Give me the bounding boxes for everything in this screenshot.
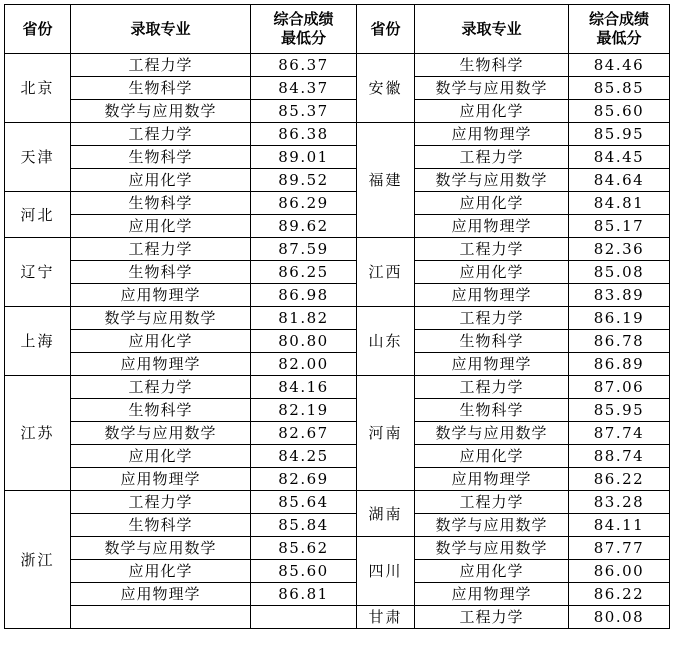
province-cell-right: 四川 [357, 537, 415, 606]
score-cell-right: 85.85 [569, 77, 670, 100]
major-cell-left: 生物科学 [71, 399, 251, 422]
table-row [5, 146, 670, 169]
table-row [5, 330, 670, 353]
score-cell-left: 82.67 [251, 422, 357, 445]
major-cell-right: 生物科学 [415, 330, 569, 353]
score-cell-right: 84.46 [569, 54, 670, 77]
major-cell-left: 数学与应用数学 [71, 537, 251, 560]
score-cell-left: 82.19 [251, 399, 357, 422]
admission-score-table [4, 4, 670, 629]
score-cell-right: 86.22 [569, 583, 670, 606]
major-cell-right: 数学与应用数学 [415, 422, 569, 445]
score-cell-right: 85.95 [569, 123, 670, 146]
province-cell-left: 北京 [5, 54, 71, 123]
major-cell-left: 应用物理学 [71, 583, 251, 606]
table-row [5, 537, 670, 560]
score-cell-left: 84.16 [251, 376, 357, 399]
major-cell-right: 数学与应用数学 [415, 537, 569, 560]
major-cell-left: 工程力学 [71, 54, 251, 77]
major-cell-right: 工程力学 [415, 307, 569, 330]
score-cell-right: 86.00 [569, 560, 670, 583]
major-cell-left: 应用化学 [71, 560, 251, 583]
table-row [5, 514, 670, 537]
score-cell-left [251, 606, 357, 629]
table-row [5, 54, 670, 77]
major-cell-left: 应用化学 [71, 215, 251, 238]
province-cell-right: 湖南 [357, 491, 415, 537]
major-cell-left: 生物科学 [71, 192, 251, 215]
major-cell-right: 工程力学 [415, 606, 569, 629]
score-cell-right: 88.74 [569, 445, 670, 468]
province-cell-left: 辽宁 [5, 238, 71, 307]
score-cell-right: 84.81 [569, 192, 670, 215]
major-cell-right: 应用化学 [415, 261, 569, 284]
major-cell-left: 工程力学 [71, 376, 251, 399]
header-province-left: 省份 [5, 5, 71, 54]
major-cell-right: 生物科学 [415, 399, 569, 422]
score-cell-right: 86.22 [569, 468, 670, 491]
major-cell-right: 应用化学 [415, 100, 569, 123]
score-cell-right: 86.89 [569, 353, 670, 376]
table-row [5, 468, 670, 491]
score-cell-left: 86.29 [251, 192, 357, 215]
major-cell-right: 应用物理学 [415, 284, 569, 307]
header-province-right: 省份 [357, 5, 415, 54]
province-cell-left: 江苏 [5, 376, 71, 491]
table-row [5, 77, 670, 100]
province-cell-left: 浙江 [5, 491, 71, 629]
major-cell-left: 应用化学 [71, 445, 251, 468]
score-cell-left: 86.81 [251, 583, 357, 606]
table-row [5, 491, 670, 514]
province-cell-right: 河南 [357, 376, 415, 491]
major-cell-left: 数学与应用数学 [71, 422, 251, 445]
score-cell-left: 80.80 [251, 330, 357, 353]
score-cell-left: 84.37 [251, 77, 357, 100]
score-cell-right: 87.06 [569, 376, 670, 399]
header-major-left: 录取专业 [71, 5, 251, 54]
major-cell-left [71, 606, 251, 629]
score-cell-left: 89.01 [251, 146, 357, 169]
major-cell-left: 生物科学 [71, 146, 251, 169]
major-cell-right: 应用化学 [415, 192, 569, 215]
table-row [5, 192, 670, 215]
score-cell-right: 84.11 [569, 514, 670, 537]
score-cell-right: 87.74 [569, 422, 670, 445]
header-row [5, 5, 670, 54]
major-cell-left: 应用化学 [71, 169, 251, 192]
score-cell-right: 85.08 [569, 261, 670, 284]
score-cell-left: 85.64 [251, 491, 357, 514]
table-row [5, 307, 670, 330]
major-cell-right: 应用化学 [415, 560, 569, 583]
table-row [5, 606, 670, 629]
major-cell-right: 工程力学 [415, 146, 569, 169]
table-row [5, 100, 670, 123]
score-cell-right: 85.95 [569, 399, 670, 422]
major-cell-left: 生物科学 [71, 514, 251, 537]
major-cell-left: 工程力学 [71, 238, 251, 261]
major-cell-right: 应用物理学 [415, 123, 569, 146]
score-cell-left: 82.69 [251, 468, 357, 491]
major-cell-left: 应用物理学 [71, 468, 251, 491]
score-cell-right: 83.28 [569, 491, 670, 514]
major-cell-left: 应用物理学 [71, 353, 251, 376]
province-cell-right: 江西 [357, 238, 415, 307]
table-row [5, 284, 670, 307]
score-cell-left: 89.52 [251, 169, 357, 192]
score-cell-left: 82.00 [251, 353, 357, 376]
major-cell-left: 生物科学 [71, 77, 251, 100]
score-cell-left: 85.37 [251, 100, 357, 123]
table-row [5, 169, 670, 192]
header-major-right: 录取专业 [415, 5, 569, 54]
province-cell-right: 山东 [357, 307, 415, 376]
table-row [5, 123, 670, 146]
province-cell-left: 天津 [5, 123, 71, 192]
table-row [5, 583, 670, 606]
table-row [5, 261, 670, 284]
table-row [5, 422, 670, 445]
major-cell-right: 数学与应用数学 [415, 169, 569, 192]
header-score-right: 综合成绩 最低分 [569, 5, 670, 54]
major-cell-left: 应用物理学 [71, 284, 251, 307]
major-cell-left: 数学与应用数学 [71, 100, 251, 123]
table-row [5, 215, 670, 238]
major-cell-left: 数学与应用数学 [71, 307, 251, 330]
score-cell-left: 86.25 [251, 261, 357, 284]
major-cell-right: 应用物理学 [415, 583, 569, 606]
table-row [5, 399, 670, 422]
major-cell-right: 应用物理学 [415, 215, 569, 238]
table-body [5, 54, 670, 629]
header-score-left: 综合成绩 最低分 [251, 5, 357, 54]
major-cell-left: 应用化学 [71, 330, 251, 353]
score-cell-right: 80.08 [569, 606, 670, 629]
major-cell-right: 数学与应用数学 [415, 514, 569, 537]
score-cell-right: 86.78 [569, 330, 670, 353]
score-cell-right: 87.77 [569, 537, 670, 560]
major-cell-right: 工程力学 [415, 238, 569, 261]
score-cell-left: 86.98 [251, 284, 357, 307]
score-cell-left: 85.62 [251, 537, 357, 560]
major-cell-right: 生物科学 [415, 54, 569, 77]
score-cell-right: 84.64 [569, 169, 670, 192]
major-cell-right: 应用物理学 [415, 353, 569, 376]
table-row [5, 560, 670, 583]
major-cell-right: 数学与应用数学 [415, 77, 569, 100]
major-cell-left: 工程力学 [71, 491, 251, 514]
score-cell-left: 89.62 [251, 215, 357, 238]
score-cell-left: 86.38 [251, 123, 357, 146]
major-cell-left: 工程力学 [71, 123, 251, 146]
score-cell-right: 86.19 [569, 307, 670, 330]
major-cell-right: 工程力学 [415, 491, 569, 514]
province-cell-left: 河北 [5, 192, 71, 238]
table-row [5, 353, 670, 376]
major-cell-right: 应用物理学 [415, 468, 569, 491]
province-cell-right: 福建 [357, 123, 415, 238]
province-cell-right: 甘肃 [357, 606, 415, 629]
province-cell-right: 安徽 [357, 54, 415, 123]
score-cell-left: 85.60 [251, 560, 357, 583]
table-row [5, 445, 670, 468]
score-cell-right: 85.60 [569, 100, 670, 123]
major-cell-left: 生物科学 [71, 261, 251, 284]
table-row [5, 238, 670, 261]
score-cell-right: 83.89 [569, 284, 670, 307]
score-cell-left: 86.37 [251, 54, 357, 77]
score-cell-left: 84.25 [251, 445, 357, 468]
major-cell-right: 工程力学 [415, 376, 569, 399]
score-cell-left: 85.84 [251, 514, 357, 537]
major-cell-right: 应用化学 [415, 445, 569, 468]
province-cell-left: 上海 [5, 307, 71, 376]
table-row [5, 376, 670, 399]
score-cell-right: 82.36 [569, 238, 670, 261]
score-cell-left: 81.82 [251, 307, 357, 330]
score-cell-left: 87.59 [251, 238, 357, 261]
score-cell-right: 85.17 [569, 215, 670, 238]
score-cell-right: 84.45 [569, 146, 670, 169]
